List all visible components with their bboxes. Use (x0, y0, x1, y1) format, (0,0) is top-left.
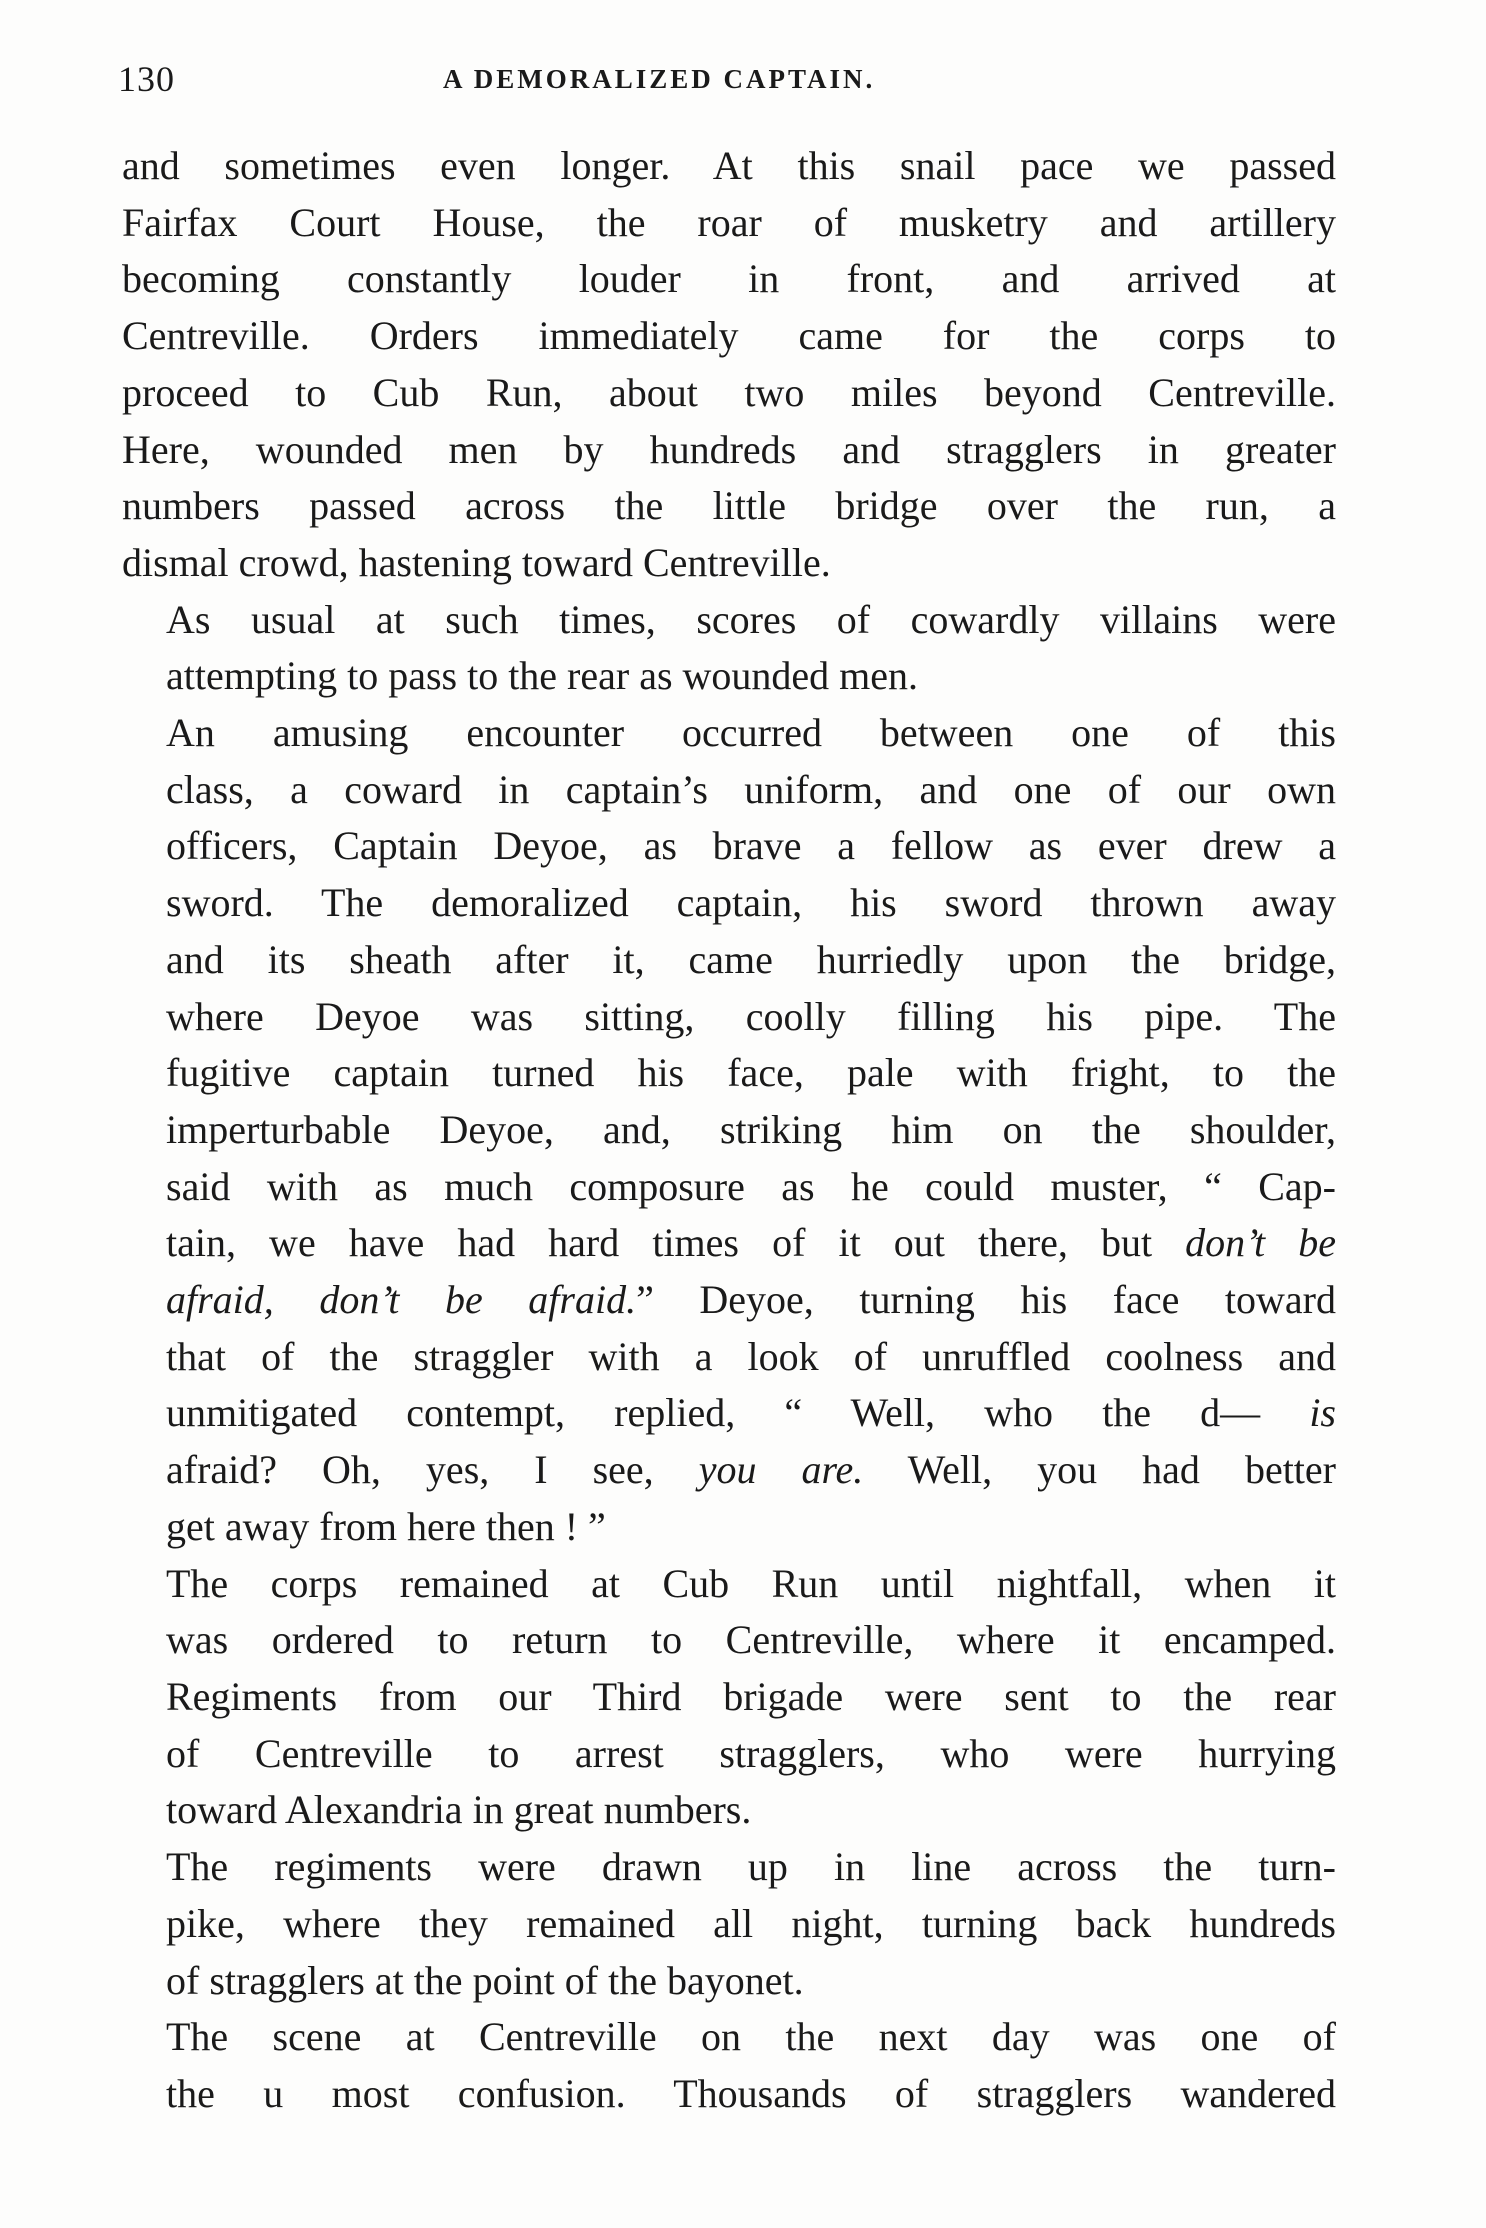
text-line: imperturbable Deyoe, and, striking him on the shoulder, (166, 1106, 1336, 1152)
text-line: where Deyoe was sitting, coolly filling his pipe. The (166, 993, 1336, 1039)
italic-text: you are. (698, 1447, 864, 1493)
italic-text: is (1309, 1390, 1336, 1436)
text-line: of Centreville to arrest stragglers, who were hurrying (166, 1730, 1336, 1776)
paragraph (122, 592, 1336, 705)
text-run: tain, we have had hard times of it out there, but (166, 1220, 1186, 1266)
text-line: dismal crowd, hastening toward Centreville. (122, 539, 831, 585)
text-line: fugitive captain turned his face, pale with fright, to the (166, 1050, 1336, 1096)
text-line: the u most confusion. Thousands of stragglers wandered (166, 2070, 1336, 2116)
text-line: that of the straggler with a look of unruffled coolness and (166, 1333, 1336, 1379)
text-line: officers, Captain Deyoe, as brave a fellow as ever drew a (166, 823, 1336, 869)
text-line: and sometimes even longer. At this snail pace we passed (122, 143, 1336, 188)
text-run: afraid? Oh, yes, I see, (166, 1447, 699, 1493)
running-head: A DEMORALIZED CAPTAIN. (443, 64, 876, 94)
italic-text: afraid, don’t be afraid. (166, 1277, 637, 1323)
text-line: The regiments were drawn up in line across the turn- (166, 1844, 1336, 1890)
text-run: ” Deyoe, turning his face toward (636, 1277, 1336, 1323)
text-line: and its sheath after it, came hurriedly upon the bridge, (166, 936, 1336, 982)
text-line: said with as much composure as he could muster, “ Cap- (166, 1163, 1336, 1209)
text-line: Fairfax Court House, the roar of musketry and artillery (122, 199, 1336, 245)
text-line: pike, where they remained all night, turning back hundreds (166, 1900, 1336, 1946)
text-line (122, 1272, 1336, 1329)
text-line: class, a coward in captain’s uniform, and one of our own (166, 766, 1336, 812)
paragraph (122, 1556, 1336, 1840)
text-line: The scene at Centreville on the next day was one of (166, 2014, 1336, 2060)
text-run: Well, you had better (863, 1447, 1336, 1493)
paragraph (122, 2009, 1336, 2122)
page-number: 130 (118, 59, 175, 99)
paragraph (122, 1839, 1336, 2009)
page-header (118, 58, 1338, 98)
text-line: of stragglers at the point of the bayonet. (166, 1957, 804, 2003)
text-line: Regiments from our Third brigade were sent to the rear (166, 1673, 1336, 1719)
text-line: toward Alexandria in great numbers. (166, 1787, 752, 1833)
text-line: attempting to pass to the rear as wounded men. (166, 653, 919, 699)
text-run: unmitigated contempt, replied, “ Well, who the d— (166, 1390, 1310, 1436)
text-line: sword. The demoralized captain, his sword thrown away (166, 880, 1336, 926)
text-line (122, 1215, 1336, 1272)
paragraph (122, 705, 1336, 1556)
text-line: get away from here then ! ” (166, 1503, 606, 1549)
text-line: numbers passed across the little bridge over the run, a (122, 483, 1336, 529)
text-line: Here, wounded men by hundreds and stragglers in greater (122, 426, 1336, 472)
text-line: The corps remained at Cub Run until nightfall, when it (166, 1560, 1336, 1606)
text-line (122, 1385, 1336, 1442)
text-line: becoming constantly louder in front, and arrived at (122, 256, 1336, 302)
paragraph (122, 138, 1336, 592)
text-line: An amusing encounter occurred between one of this (166, 710, 1336, 756)
text-line: Centreville. Orders immediately came for the corps to (122, 313, 1336, 359)
text-line (122, 1442, 1336, 1499)
italic-text: don’t be (1185, 1220, 1336, 1266)
text-line: As usual at such times, scores of cowardly villains were (166, 596, 1336, 642)
body-text (122, 138, 1336, 2123)
text-line: was ordered to return to Centreville, where it encamped. (166, 1617, 1336, 1663)
text-line: proceed to Cub Run, about two miles beyond Centreville. (122, 369, 1336, 415)
